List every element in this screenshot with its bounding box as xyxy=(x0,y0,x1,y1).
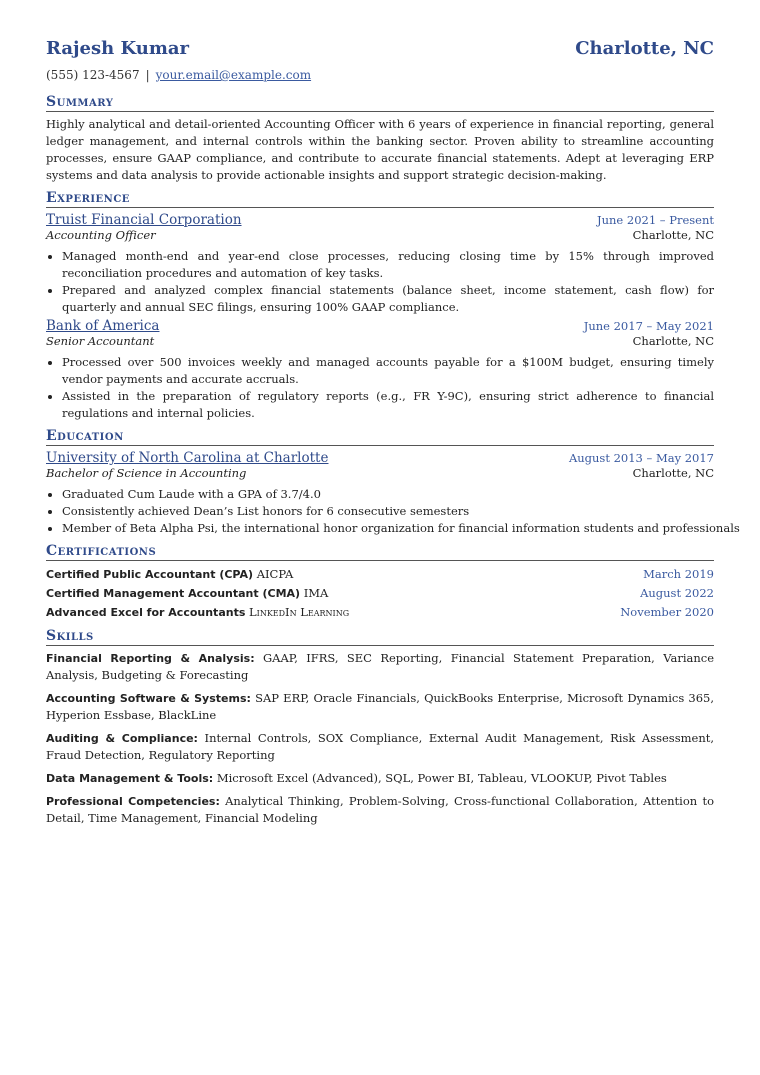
job-dates: June 2017 – May 2021 xyxy=(583,319,714,333)
summary-text: Highly analytical and detail-oriented Accounting Officer with 6 years of experience in financial reporting, general ledger management, and internal controls within the banking sector. Proven ability to streamline accounting processes, ensure GAAP compliance, and contribute to accurate financial statements. Adept at leveraging ERP systems and data analysis to provide actionable insights and support strategic decision-making. xyxy=(46,117,714,182)
candidate-location: Charlotte, NC xyxy=(575,38,714,59)
education-bullets xyxy=(46,486,740,537)
skill-row xyxy=(46,793,714,827)
job-location: Charlotte, NC xyxy=(632,228,714,242)
job-entry xyxy=(46,212,714,316)
job-title: Accounting Officer xyxy=(46,228,156,242)
job-title: Senior Accountant xyxy=(46,334,155,348)
skills-heading: Skills xyxy=(46,628,714,646)
skill-category: Professional Competencies: xyxy=(46,795,220,808)
education-bullet: • Graduated Cum Laude with a GPA of 3.7/4.0 xyxy=(62,486,714,503)
certification-date: March 2019 xyxy=(643,567,714,581)
contact-separator: | xyxy=(145,68,150,82)
skill-list: GAAP, IFRS, SEC Reporting, Financial Statement Preparation, Variance Analysis, Budgeting & Forecasting xyxy=(46,651,715,682)
certification-issuer: LinkedIn Learning xyxy=(249,605,350,619)
certification-date: August 2022 xyxy=(640,586,714,600)
job-bullets xyxy=(46,248,714,316)
summary-heading: Summary xyxy=(46,94,714,112)
certification-issuer: AICPA xyxy=(256,567,294,581)
company-name-link[interactable]: Bank of America xyxy=(46,318,160,334)
certification-date: November 2020 xyxy=(620,605,714,619)
contact-line xyxy=(46,68,714,88)
skill-category: Auditing & Compliance: xyxy=(46,732,198,745)
skill-category: Accounting Software & Systems: xyxy=(46,692,251,705)
job-location: Charlotte, NC xyxy=(632,334,714,348)
degree-title: Bachelor of Science in Accounting xyxy=(46,466,247,480)
email-link[interactable]: your.email@example.com xyxy=(155,68,312,82)
job-entry xyxy=(46,318,714,422)
experience-section xyxy=(46,190,714,422)
certifications-heading: Certifications xyxy=(46,543,714,561)
skill-list: Analytical Thinking, Problem-Solving, Cross-functional Collaboration, Attention to Detail, Time Management, Financial Modeling xyxy=(46,794,714,825)
job-bullet: • Prepared and analyzed complex financial statements (balance sheet, income statement, cash flow) for quarterly and annual SEC filings, ensuring 100% GAAP compliance. xyxy=(62,282,714,316)
certification-row xyxy=(46,603,714,622)
job-bullet: • Assisted in the preparation of regulatory reports (e.g., FR Y-9C), ensuring strict adherence to financial regulations and internal policies. xyxy=(62,388,714,422)
certification-name: Certified Management Accountant (CMA) xyxy=(46,587,301,600)
job-bullet: • Managed month-end and year-end close processes, reducing closing time by 15% through improved reconciliation procedures and automation of key tasks. xyxy=(62,248,714,282)
education-dates: August 2013 – May 2017 xyxy=(568,451,714,465)
education-entry xyxy=(46,450,740,537)
certification-name: Advanced Excel for Accountants xyxy=(46,606,246,619)
job-bullets xyxy=(46,354,714,422)
certification-row xyxy=(46,565,714,584)
skills-section xyxy=(46,628,714,827)
skill-row xyxy=(46,650,714,684)
candidate-name: Rajesh Kumar xyxy=(46,38,190,59)
skill-row xyxy=(46,690,714,724)
education-section xyxy=(46,428,740,537)
education-bullet: • Member of Beta Alpha Psi, the international honor organization for financial information students and professionals xyxy=(62,520,714,537)
skill-category: Financial Reporting & Analysis: xyxy=(46,652,255,665)
company-name-link[interactable]: Truist Financial Corporation xyxy=(46,212,242,228)
job-dates: June 2021 – Present xyxy=(597,213,714,227)
skill-category: Data Management & Tools: xyxy=(46,772,214,785)
skill-row xyxy=(46,730,714,764)
education-location: Charlotte, NC xyxy=(632,466,714,480)
education-bullet: • Consistently achieved Dean’s List honors for 6 consecutive semesters xyxy=(62,503,714,520)
education-heading: Education xyxy=(46,428,714,446)
school-name-link[interactable]: University of North Carolina at Charlotte xyxy=(46,450,329,466)
certification-name: Certified Public Accountant (CPA) xyxy=(46,568,254,581)
skill-list: Internal Controls, SOX Compliance, External Audit Management, Risk Assessment, Fraud Detection, Regulatory Reporting xyxy=(46,731,715,762)
certification-issuer: IMA xyxy=(303,586,329,600)
skill-row xyxy=(46,770,714,787)
certifications-section xyxy=(46,543,714,622)
skill-list: SAP ERP, Oracle Financials, QuickBooks Enterprise, Microsoft Dynamics 365, Hyperion Essbase, BlackLine xyxy=(46,691,714,722)
resume-page xyxy=(46,38,740,833)
experience-heading: Experience xyxy=(46,190,714,208)
resume-header xyxy=(46,38,714,66)
certification-row xyxy=(46,584,714,603)
skill-list: Microsoft Excel (Advanced), SQL, Power BI, Tableau, VLOOKUP, Pivot Tables xyxy=(216,771,667,785)
summary-section xyxy=(46,94,714,184)
job-bullet: • Processed over 500 invoices weekly and managed accounts payable for a $100M budget, ensuring timely vendor payments and accurate accruals. xyxy=(62,354,714,388)
phone-number: (555) 123-4567 xyxy=(46,68,140,82)
